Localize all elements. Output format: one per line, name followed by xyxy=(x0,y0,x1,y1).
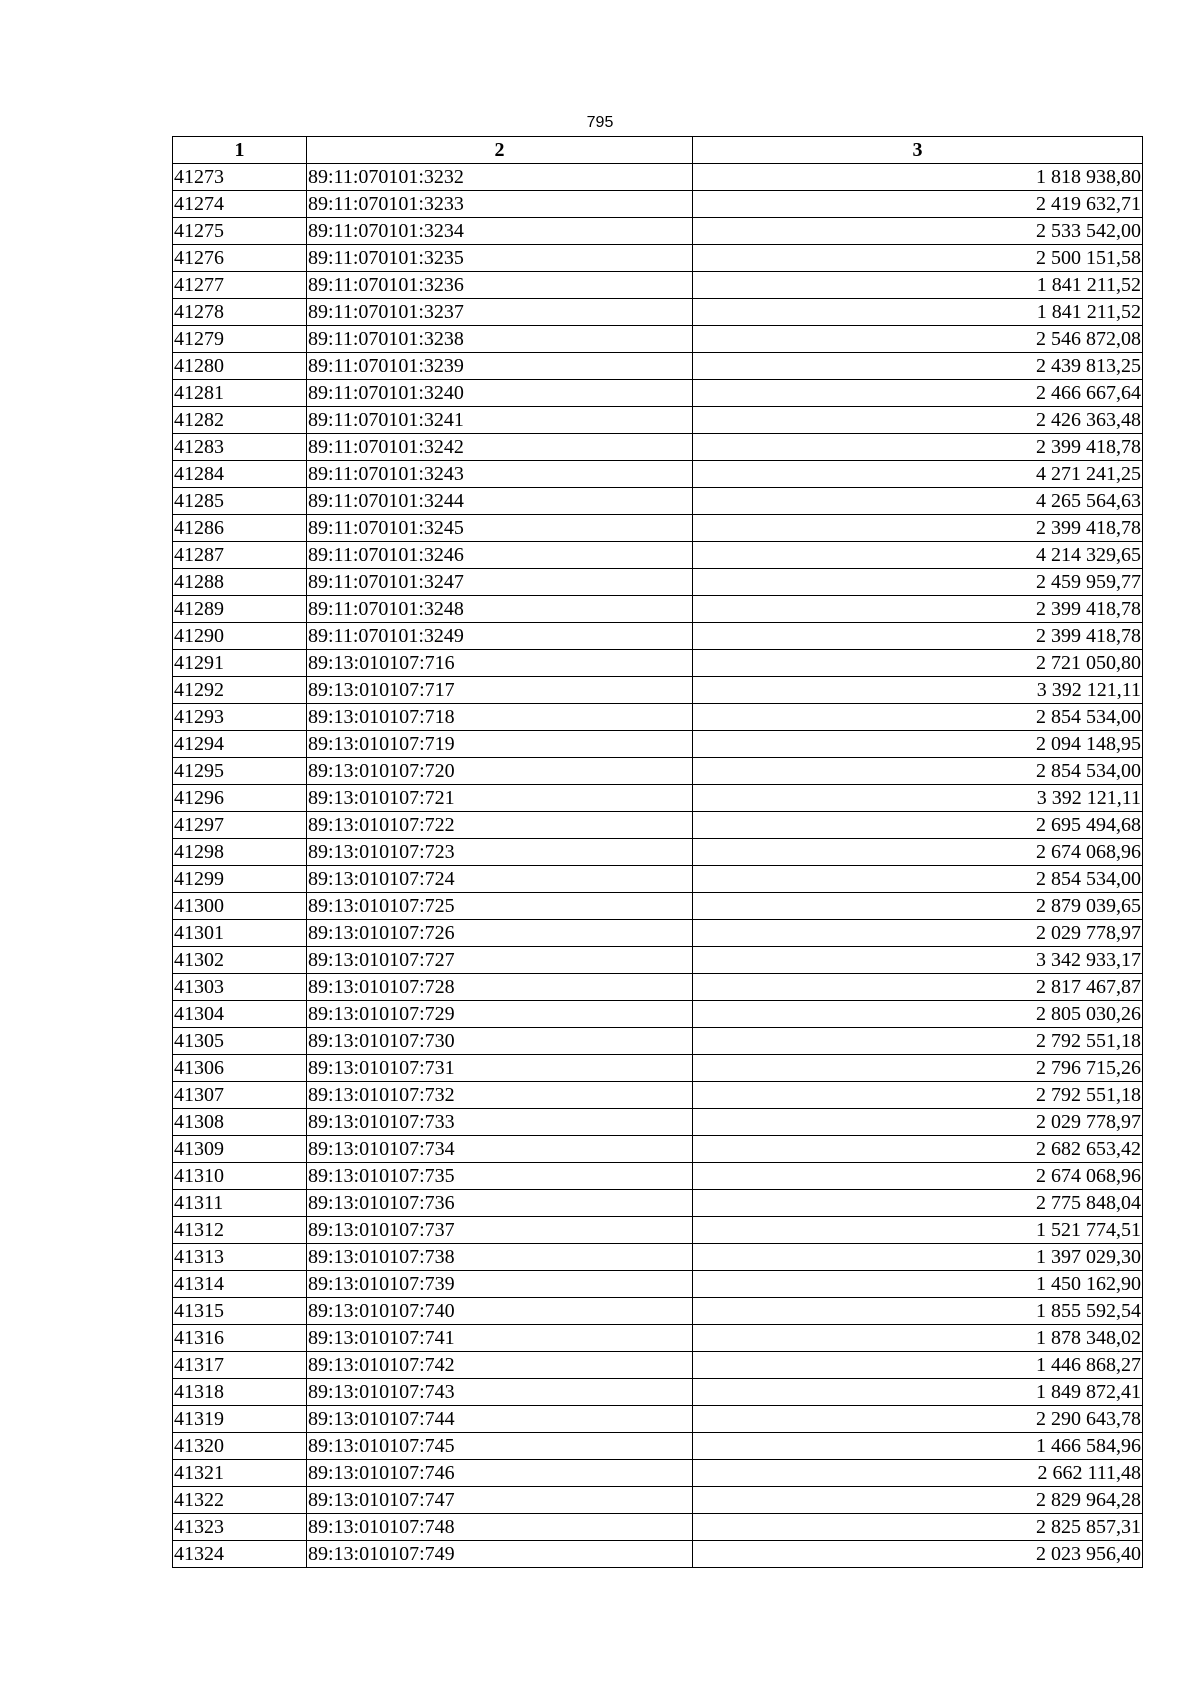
cadastral-number-cell: 89:13:010107:725 xyxy=(307,893,693,920)
row-number-cell: 41282 xyxy=(173,407,307,434)
row-number-cell: 41308 xyxy=(173,1109,307,1136)
table-row xyxy=(173,164,1143,191)
cadastral-number-cell: 89:11:070101:3248 xyxy=(307,596,693,623)
table-row xyxy=(173,1487,1143,1514)
value-cell: 3 392 121,11 xyxy=(693,785,1143,812)
value-cell: 4 214 329,65 xyxy=(693,542,1143,569)
cadastral-number-cell: 89:13:010107:720 xyxy=(307,758,693,785)
page-number: 795 xyxy=(586,114,614,131)
table-row xyxy=(173,353,1143,380)
row-number-cell: 41284 xyxy=(173,461,307,488)
row-number-cell: 41291 xyxy=(173,650,307,677)
table-row xyxy=(173,1541,1143,1568)
value-cell: 2 879 039,65 xyxy=(693,893,1143,920)
table-row xyxy=(173,1001,1143,1028)
table-header xyxy=(173,137,1143,164)
value-cell: 1 841 211,52 xyxy=(693,272,1143,299)
cadastral-number-cell: 89:13:010107:722 xyxy=(307,812,693,839)
cadastral-number-cell: 89:13:010107:747 xyxy=(307,1487,693,1514)
value-cell: 2 399 418,78 xyxy=(693,515,1143,542)
cadastral-number-cell: 89:11:070101:3233 xyxy=(307,191,693,218)
cadastral-number-cell: 89:13:010107:716 xyxy=(307,650,693,677)
row-number-cell: 41323 xyxy=(173,1514,307,1541)
cadastral-number-cell: 89:13:010107:744 xyxy=(307,1406,693,1433)
table-row xyxy=(173,218,1143,245)
row-number-cell: 41286 xyxy=(173,515,307,542)
value-cell: 1 521 774,51 xyxy=(693,1217,1143,1244)
value-cell: 2 399 418,78 xyxy=(693,434,1143,461)
row-number-cell: 41296 xyxy=(173,785,307,812)
table-row xyxy=(173,1514,1143,1541)
cadastral-number-cell: 89:13:010107:730 xyxy=(307,1028,693,1055)
cadastral-number-cell: 89:13:010107:745 xyxy=(307,1433,693,1460)
table-row xyxy=(173,299,1143,326)
table-body xyxy=(173,164,1143,1568)
value-cell: 1 450 162,90 xyxy=(693,1271,1143,1298)
table-row xyxy=(173,893,1143,920)
cadastral-number-cell: 89:13:010107:738 xyxy=(307,1244,693,1271)
value-cell: 2 775 848,04 xyxy=(693,1190,1143,1217)
value-cell: 2 546 872,08 xyxy=(693,326,1143,353)
table-row xyxy=(173,434,1143,461)
row-number-cell: 41322 xyxy=(173,1487,307,1514)
cadastral-number-cell: 89:13:010107:721 xyxy=(307,785,693,812)
cadastral-number-cell: 89:13:010107:739 xyxy=(307,1271,693,1298)
cadastral-number-cell: 89:11:070101:3232 xyxy=(307,164,693,191)
row-number-cell: 41287 xyxy=(173,542,307,569)
row-number-cell: 41294 xyxy=(173,731,307,758)
table-row xyxy=(173,515,1143,542)
registry-table xyxy=(172,136,1143,1568)
value-cell: 1 397 029,30 xyxy=(693,1244,1143,1271)
cadastral-number-cell: 89:11:070101:3247 xyxy=(307,569,693,596)
value-cell: 2 825 857,31 xyxy=(693,1514,1143,1541)
row-number-cell: 41319 xyxy=(173,1406,307,1433)
cadastral-number-cell: 89:13:010107:733 xyxy=(307,1109,693,1136)
table-row xyxy=(173,1109,1143,1136)
table-row xyxy=(173,1055,1143,1082)
row-number-cell: 41274 xyxy=(173,191,307,218)
table-row xyxy=(173,380,1143,407)
table-row xyxy=(173,542,1143,569)
cadastral-number-cell: 89:13:010107:749 xyxy=(307,1541,693,1568)
value-cell: 1 466 584,96 xyxy=(693,1433,1143,1460)
row-number-cell: 41303 xyxy=(173,974,307,1001)
row-number-cell: 41300 xyxy=(173,893,307,920)
row-number-cell: 41320 xyxy=(173,1433,307,1460)
row-number-cell: 41290 xyxy=(173,623,307,650)
cadastral-number-cell: 89:13:010107:717 xyxy=(307,677,693,704)
cadastral-number-cell: 89:13:010107:735 xyxy=(307,1163,693,1190)
value-cell: 2 796 715,26 xyxy=(693,1055,1143,1082)
table-row xyxy=(173,623,1143,650)
value-cell: 2 721 050,80 xyxy=(693,650,1143,677)
cadastral-number-cell: 89:13:010107:719 xyxy=(307,731,693,758)
value-cell: 4 271 241,25 xyxy=(693,461,1143,488)
cadastral-number-cell: 89:13:010107:723 xyxy=(307,839,693,866)
value-cell: 2 854 534,00 xyxy=(693,866,1143,893)
table-row xyxy=(173,1082,1143,1109)
cadastral-number-cell: 89:11:070101:3245 xyxy=(307,515,693,542)
table-row xyxy=(173,1244,1143,1271)
value-cell: 4 265 564,63 xyxy=(693,488,1143,515)
value-cell: 2 029 778,97 xyxy=(693,1109,1143,1136)
value-cell: 2 662 111,48 xyxy=(693,1460,1143,1487)
cadastral-number-cell: 89:11:070101:3249 xyxy=(307,623,693,650)
table-row xyxy=(173,596,1143,623)
cadastral-number-cell: 89:13:010107:737 xyxy=(307,1217,693,1244)
value-cell: 2 792 551,18 xyxy=(693,1082,1143,1109)
row-number-cell: 41281 xyxy=(173,380,307,407)
cadastral-number-cell: 89:13:010107:734 xyxy=(307,1136,693,1163)
value-cell: 2 829 964,28 xyxy=(693,1487,1143,1514)
cadastral-number-cell: 89:13:010107:732 xyxy=(307,1082,693,1109)
cadastral-number-cell: 89:11:070101:3237 xyxy=(307,299,693,326)
row-number-cell: 41311 xyxy=(173,1190,307,1217)
row-number-cell: 41289 xyxy=(173,596,307,623)
row-number-cell: 41318 xyxy=(173,1379,307,1406)
row-number-cell: 41278 xyxy=(173,299,307,326)
value-cell: 2 459 959,77 xyxy=(693,569,1143,596)
table-row xyxy=(173,1379,1143,1406)
column-header-1: 1 xyxy=(173,137,307,164)
cadastral-number-cell: 89:11:070101:3244 xyxy=(307,488,693,515)
value-cell: 3 392 121,11 xyxy=(693,677,1143,704)
table-row xyxy=(173,731,1143,758)
column-header-2: 2 xyxy=(307,137,693,164)
row-number-cell: 41293 xyxy=(173,704,307,731)
table-row xyxy=(173,677,1143,704)
table-row xyxy=(173,839,1143,866)
table-row xyxy=(173,488,1143,515)
table-row xyxy=(173,1406,1143,1433)
row-number-cell: 41298 xyxy=(173,839,307,866)
value-cell: 2 805 030,26 xyxy=(693,1001,1143,1028)
value-cell: 2 500 151,58 xyxy=(693,245,1143,272)
table-row xyxy=(173,704,1143,731)
table-row xyxy=(173,407,1143,434)
value-cell: 2 695 494,68 xyxy=(693,812,1143,839)
row-number-cell: 41317 xyxy=(173,1352,307,1379)
value-cell: 2 290 643,78 xyxy=(693,1406,1143,1433)
value-cell: 1 446 868,27 xyxy=(693,1352,1143,1379)
row-number-cell: 41276 xyxy=(173,245,307,272)
table-row xyxy=(173,1298,1143,1325)
table-row xyxy=(173,1271,1143,1298)
row-number-cell: 41312 xyxy=(173,1217,307,1244)
row-number-cell: 41275 xyxy=(173,218,307,245)
value-cell: 2 399 418,78 xyxy=(693,596,1143,623)
cadastral-number-cell: 89:11:070101:3235 xyxy=(307,245,693,272)
value-cell: 2 533 542,00 xyxy=(693,218,1143,245)
value-cell: 2 854 534,00 xyxy=(693,758,1143,785)
row-number-cell: 41321 xyxy=(173,1460,307,1487)
row-number-cell: 41285 xyxy=(173,488,307,515)
value-cell: 2 792 551,18 xyxy=(693,1028,1143,1055)
header-row xyxy=(173,137,1143,164)
value-cell: 2 094 148,95 xyxy=(693,731,1143,758)
value-cell: 2 466 667,64 xyxy=(693,380,1143,407)
value-cell: 2 029 778,97 xyxy=(693,920,1143,947)
cadastral-number-cell: 89:13:010107:746 xyxy=(307,1460,693,1487)
table-row xyxy=(173,758,1143,785)
table-row xyxy=(173,461,1143,488)
value-cell: 2 439 813,25 xyxy=(693,353,1143,380)
table-row xyxy=(173,1325,1143,1352)
table-row xyxy=(173,866,1143,893)
cadastral-number-cell: 89:13:010107:741 xyxy=(307,1325,693,1352)
value-cell: 1 818 938,80 xyxy=(693,164,1143,191)
row-number-cell: 41273 xyxy=(173,164,307,191)
row-number-cell: 41316 xyxy=(173,1325,307,1352)
table-row xyxy=(173,974,1143,1001)
cadastral-number-cell: 89:13:010107:742 xyxy=(307,1352,693,1379)
cadastral-number-cell: 89:11:070101:3246 xyxy=(307,542,693,569)
cadastral-number-cell: 89:13:010107:729 xyxy=(307,1001,693,1028)
row-number-cell: 41295 xyxy=(173,758,307,785)
value-cell: 1 855 592,54 xyxy=(693,1298,1143,1325)
cadastral-number-cell: 89:11:070101:3241 xyxy=(307,407,693,434)
cadastral-number-cell: 89:11:070101:3236 xyxy=(307,272,693,299)
cadastral-number-cell: 89:11:070101:3243 xyxy=(307,461,693,488)
table-row xyxy=(173,650,1143,677)
value-cell: 1 878 348,02 xyxy=(693,1325,1143,1352)
value-cell: 2 426 363,48 xyxy=(693,407,1143,434)
cadastral-number-cell: 89:11:070101:3234 xyxy=(307,218,693,245)
row-number-cell: 41283 xyxy=(173,434,307,461)
table-row xyxy=(173,947,1143,974)
value-cell: 2 674 068,96 xyxy=(693,1163,1143,1190)
column-header-3: 3 xyxy=(693,137,1143,164)
row-number-cell: 41292 xyxy=(173,677,307,704)
value-cell: 2 399 418,78 xyxy=(693,623,1143,650)
row-number-cell: 41288 xyxy=(173,569,307,596)
row-number-cell: 41297 xyxy=(173,812,307,839)
table-row xyxy=(173,245,1143,272)
table-row xyxy=(173,1163,1143,1190)
table-row xyxy=(173,1136,1143,1163)
table-row xyxy=(173,1190,1143,1217)
table-row xyxy=(173,1352,1143,1379)
table-row xyxy=(173,1217,1143,1244)
table-row xyxy=(173,569,1143,596)
value-cell: 3 342 933,17 xyxy=(693,947,1143,974)
cadastral-number-cell: 89:11:070101:3238 xyxy=(307,326,693,353)
table-row xyxy=(173,272,1143,299)
value-cell: 2 817 467,87 xyxy=(693,974,1143,1001)
cadastral-number-cell: 89:13:010107:728 xyxy=(307,974,693,1001)
cadastral-number-cell: 89:13:010107:743 xyxy=(307,1379,693,1406)
row-number-cell: 41279 xyxy=(173,326,307,353)
row-number-cell: 41307 xyxy=(173,1082,307,1109)
table-row xyxy=(173,1433,1143,1460)
table-row xyxy=(173,920,1143,947)
cadastral-number-cell: 89:13:010107:731 xyxy=(307,1055,693,1082)
row-number-cell: 41299 xyxy=(173,866,307,893)
cadastral-number-cell: 89:11:070101:3240 xyxy=(307,380,693,407)
row-number-cell: 41315 xyxy=(173,1298,307,1325)
value-cell: 2 854 534,00 xyxy=(693,704,1143,731)
row-number-cell: 41324 xyxy=(173,1541,307,1568)
table-row xyxy=(173,326,1143,353)
cadastral-number-cell: 89:13:010107:718 xyxy=(307,704,693,731)
row-number-cell: 41302 xyxy=(173,947,307,974)
cadastral-number-cell: 89:11:070101:3239 xyxy=(307,353,693,380)
table-row xyxy=(173,1028,1143,1055)
table-row xyxy=(173,812,1143,839)
row-number-cell: 41305 xyxy=(173,1028,307,1055)
table-row xyxy=(173,1460,1143,1487)
value-cell: 2 674 068,96 xyxy=(693,839,1143,866)
row-number-cell: 41314 xyxy=(173,1271,307,1298)
table-row xyxy=(173,191,1143,218)
cadastral-number-cell: 89:13:010107:740 xyxy=(307,1298,693,1325)
value-cell: 1 841 211,52 xyxy=(693,299,1143,326)
row-number-cell: 41309 xyxy=(173,1136,307,1163)
value-cell: 2 419 632,71 xyxy=(693,191,1143,218)
cadastral-number-cell: 89:13:010107:727 xyxy=(307,947,693,974)
row-number-cell: 41280 xyxy=(173,353,307,380)
row-number-cell: 41313 xyxy=(173,1244,307,1271)
row-number-cell: 41306 xyxy=(173,1055,307,1082)
cadastral-number-cell: 89:11:070101:3242 xyxy=(307,434,693,461)
table-row xyxy=(173,785,1143,812)
row-number-cell: 41301 xyxy=(173,920,307,947)
cadastral-number-cell: 89:13:010107:724 xyxy=(307,866,693,893)
row-number-cell: 41310 xyxy=(173,1163,307,1190)
value-cell: 2 682 653,42 xyxy=(693,1136,1143,1163)
cadastral-number-cell: 89:13:010107:726 xyxy=(307,920,693,947)
row-number-cell: 41304 xyxy=(173,1001,307,1028)
value-cell: 2 023 956,40 xyxy=(693,1541,1143,1568)
cadastral-number-cell: 89:13:010107:736 xyxy=(307,1190,693,1217)
row-number-cell: 41277 xyxy=(173,272,307,299)
value-cell: 1 849 872,41 xyxy=(693,1379,1143,1406)
cadastral-number-cell: 89:13:010107:748 xyxy=(307,1514,693,1541)
